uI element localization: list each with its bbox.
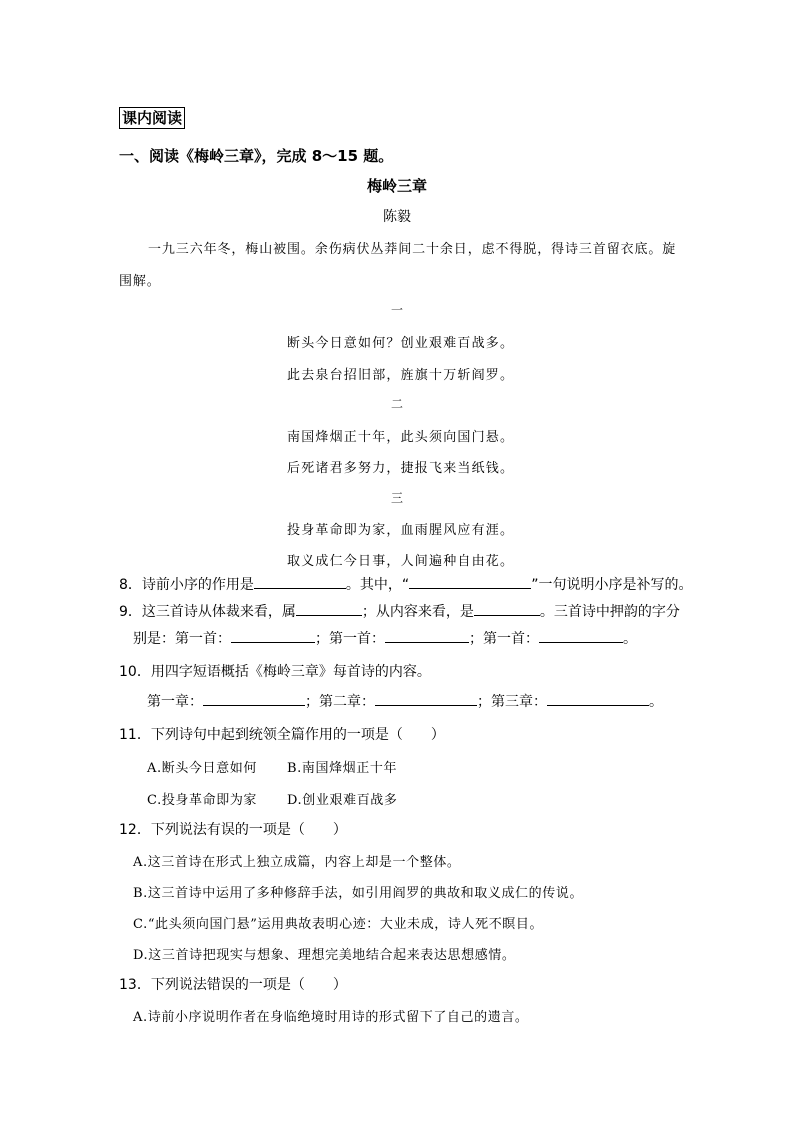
- question-9-rhymes: 别是：第一首： ；第一首： ；第一首： 。: [133, 628, 637, 648]
- poem-section-number-3: 三: [390, 491, 403, 505]
- answer-blank[interactable]: [231, 628, 315, 643]
- poem-preface-line-2: 围解。: [119, 274, 161, 289]
- option-c[interactable]: C.“此头须向国门悬”运用典故表明心迹：大业未成，诗人死不瞑目。: [133, 917, 544, 932]
- question-13: 13．下列说法错误的一项是（ ）: [119, 977, 347, 993]
- poem-author: 陈毅: [383, 209, 411, 225]
- section-tag: 课内阅读: [119, 107, 185, 129]
- poem-line: 此去泉台招旧部，旌旗十万斩阎罗。: [287, 368, 515, 383]
- poem-section-number-1: 一: [390, 303, 403, 317]
- option-a[interactable]: A.诗前小序说明作者在身临绝境时用诗的形式留下了自己的遗言。: [133, 1010, 529, 1025]
- poem-section-number-2: 二: [390, 397, 403, 411]
- question-10: 10．用四字短语概括《梅岭三章》每首诗的内容。: [119, 664, 431, 680]
- poem-line: 取义成仁今日事，人间遍种自由花。: [287, 554, 515, 569]
- poem-line: 南国烽烟正十年，此头须向国门悬。: [287, 430, 515, 445]
- answer-blank[interactable]: [296, 601, 362, 616]
- poem-preface-line-1: 一九三六年冬，梅山被围。余伤病伏丛莽间二十余日，虑不得脱，得诗三首留衣底。旋: [148, 242, 677, 257]
- answer-blank[interactable]: [385, 628, 469, 643]
- option-a[interactable]: A.这三首诗在形式上独立成篇，内容上却是一个整体。: [133, 855, 461, 870]
- answer-blank[interactable]: [203, 691, 305, 706]
- answer-blank[interactable]: [254, 574, 346, 589]
- answer-blank[interactable]: [547, 691, 649, 706]
- poem-title: 梅岭三章: [366, 177, 427, 195]
- section-heading: 一、阅读《梅岭三章》，完成 8～15 题。: [119, 147, 394, 165]
- question-11-options-row-2: [147, 789, 398, 808]
- option-c[interactable]: C.投身革命即为家: [147, 793, 258, 808]
- poem-line: 投身革命即为家，血雨腥风应有涯。: [287, 523, 515, 538]
- question-8: 8．诗前小序的作用是 。其中，“ ”一句说明小序是补写的。: [119, 574, 692, 594]
- option-d[interactable]: D.这三首诗把现实与想象、理想完美地结合起来表达思想感情。: [133, 948, 516, 963]
- poem-line: 后死诸君多努力，捷报飞来当纸钱。: [287, 461, 515, 476]
- answer-blank[interactable]: [409, 574, 531, 589]
- answer-blank[interactable]: [375, 691, 477, 706]
- option-b[interactable]: B.南国烽烟正十年: [287, 761, 398, 776]
- question-11-options-row-1: [147, 757, 397, 776]
- question-10-answers: 第一章： ；第二章： ；第三章： 。: [147, 691, 663, 711]
- question-9: 9．这三首诗从体裁来看，属 ；从内容来看，是 。三首诗中押韵的字分: [119, 601, 680, 621]
- question-11: 11．下列诗句中起到统领全篇作用的一项是（ ）: [119, 727, 445, 743]
- option-d[interactable]: D.创业艰难百战多: [287, 793, 398, 808]
- poem-line: 断头今日意如何？创业艰难百战多。: [287, 336, 515, 351]
- answer-blank[interactable]: [474, 601, 540, 616]
- option-a[interactable]: A.断头今日意如何: [147, 761, 257, 776]
- question-12: 12．下列说法有误的一项是（ ）: [119, 822, 347, 838]
- answer-blank[interactable]: [539, 628, 623, 643]
- option-b[interactable]: B.这三首诗中运用了多种修辞手法，如引用阎罗的典故和取义成仁的传说。: [133, 886, 584, 901]
